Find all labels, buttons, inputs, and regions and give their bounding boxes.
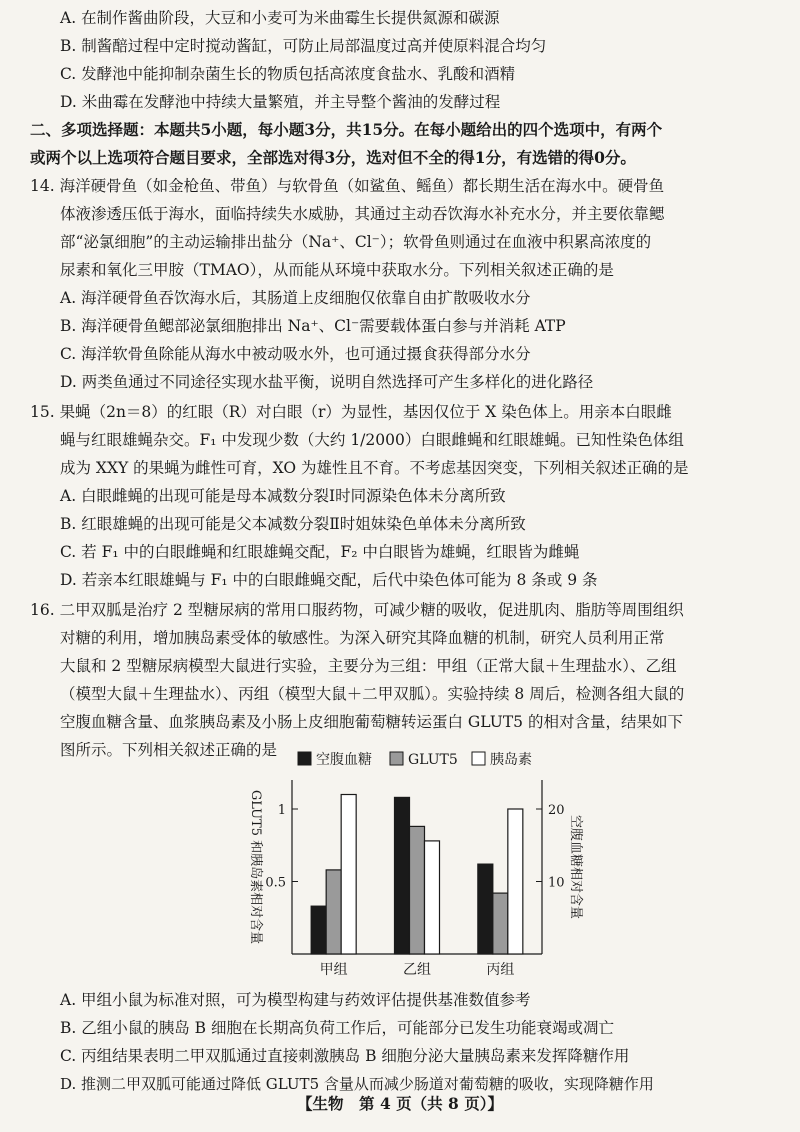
bar-2-2 xyxy=(508,809,523,954)
legend-swatch-2 xyxy=(472,752,485,765)
q14-stem-2: 体液渗透压低于海水，面临持续失水威胁，其通过主动吞饮海水补充水分，并主要依靠鳃 xyxy=(60,205,665,223)
q15-stem-2: 蝇与红眼雄蝇杂交。F₁ 中发现少数（大约 1/2000）白眼雌蝇和红眼雄蝇。已知性染色体组 xyxy=(60,431,684,449)
q13-option-d: D. 米曲霉在发酵池中持续大量繁殖，并主导整个酱油的发酵过程 xyxy=(60,93,501,111)
section-header-line1: 二、多项选择题：本题共5小题，每小题3分，共15分。在每小题给出的四个选项中，有两个 xyxy=(30,120,663,139)
x-tick-label-1: 乙组 xyxy=(403,962,431,978)
left-tick-label-1: 1 xyxy=(277,803,286,818)
q15-stem-3: 成为 XXY 的果蝇为雌性可育，XO 为雄性且不育。不考虑基因突变，下列相关叙述正确的是 xyxy=(60,459,689,477)
q14-option-b: B. 海洋硬骨鱼鳃部泌氯细胞排出 Na⁺、Cl⁻需要载体蛋白参与并消耗 ATP xyxy=(60,317,566,335)
q14-option-a: A. 海洋硬骨鱼吞饮海水后，其肠道上皮细胞仅依靠自由扩散吸收水分 xyxy=(60,289,531,307)
right-tick-label-0: 10 xyxy=(548,875,565,891)
bar-1-2 xyxy=(425,841,440,954)
q15-option-d: D. 若亲本红眼雄蝇与 F₁ 中的白眼雌蝇交配，后代中染色体可能为 8 条或 9 条 xyxy=(60,571,598,589)
q15-option-b: B. 红眼雄蝇的出现可能是父本减数分裂Ⅱ时姐妹染色单体未分离所致 xyxy=(60,515,526,533)
bar-0-2 xyxy=(341,795,356,955)
q15-stem-1: 15. 果蝇（2n＝8）的红眼（R）对白眼（r）为显性，基因仅位于 X 染色体上。用亲本白眼雌 xyxy=(30,403,672,421)
q14-stem-3: 部“泌氯细胞”的主动运输排出盐分（Na⁺、Cl⁻）；软骨鱼则通过在血液中积累高浓度的 xyxy=(60,233,652,251)
q15-option-a: A. 白眼雌蝇的出现可能是母本减数分裂Ⅰ时同源染色体未分离所致 xyxy=(60,487,506,505)
q14-option-d: D. 两类鱼通过不同途径实现水盐平衡，说明自然选择可产生多样化的进化路径 xyxy=(60,373,594,391)
q14-stem-4: 尿素和氧化三甲胺（TMAO），从而能从环境中获取水分。下列相关叙述正确的是 xyxy=(60,261,614,279)
q16-stem-3: 大鼠和 2 型糖尿病模型大鼠进行实验，主要分为三组：甲组（正常大鼠＋生理盐水）、乙组 xyxy=(60,657,677,675)
chart-legend xyxy=(298,751,532,768)
page-footer: 【生物 第 4 页（共 8 页）】 xyxy=(297,1094,503,1113)
q16-stem-1: 16. 二甲双胍是治疗 2 型糖尿病的常用口服药物，可减少糖的吸收，促进肌肉、脂肪等周围组织 xyxy=(30,601,684,619)
q13-option-a: A. 在制作酱曲阶段，大豆和小麦可为米曲霉生长提供氮源和碳源 xyxy=(60,9,500,27)
right-tick-label-1: 20 xyxy=(548,803,565,818)
section-header-line2: 或两个以上选项符合题目要求，全部选对得3分，选对但不全的得1分，有选错的得0分。 xyxy=(30,148,636,167)
q16-stem-5: 空腹血糖含量、血浆胰岛素及小肠上皮细胞葡萄糖转运蛋白 GLUT5 的相对含量，结果如下 xyxy=(60,713,683,731)
bar-0-1 xyxy=(326,870,341,954)
bar-chart xyxy=(200,748,600,988)
bar-1-1 xyxy=(410,826,425,954)
q13-option-c: C. 发酵池中能抑制杂菌生长的物质包括高浓度食盐水、乳酸和酒精 xyxy=(60,65,516,83)
bar-2-1 xyxy=(493,893,508,954)
y-axis-right-label: 空腹血糖相对含量 xyxy=(568,814,583,920)
x-tick-label-0: 甲组 xyxy=(319,962,348,978)
legend-swatch-0 xyxy=(298,752,311,765)
q14-stem-1: 14. 海洋硬骨鱼（如金枪鱼、带鱼）与软骨鱼（如鲨鱼、鳐鱼）都长期生活在海水中。硬骨鱼 xyxy=(30,177,665,195)
left-tick-label-0: 0.5 xyxy=(265,875,286,891)
q13-option-b: B. 制酱醅过程中定时搅动酱缸，可防止局部温度过高并使原料混合均匀 xyxy=(60,37,547,55)
legend-label-0: 空腹血糖 xyxy=(316,752,372,768)
x-tick-label-2: 丙组 xyxy=(486,962,515,978)
bar-chart-svg xyxy=(200,748,600,988)
bar-0-0 xyxy=(311,906,326,954)
q16-option-d: D. 推测二甲双胍可能通过降低 GLUT5 含量从而减少肠道对葡萄糖的吸收，实现降糖作用 xyxy=(60,1075,654,1093)
bar-1-0 xyxy=(395,797,410,954)
legend-label-2: 胰岛素 xyxy=(490,752,532,768)
q15-option-c: C. 若 F₁ 中的白眼雌蝇和红眼雄蝇交配，F₂ 中白眼皆为雄蝇，红眼皆为雌蝇 xyxy=(60,543,580,561)
y-axis-left-label: GLUT5 和胰岛素相对含量 xyxy=(248,789,263,945)
q16-option-b: B. 乙组小鼠的胰岛 B 细胞在长期高负荷工作后，可能部分已发生功能衰竭或凋亡 xyxy=(60,1019,614,1037)
q16-stem-6: 图所示。下列相关叙述正确的是 xyxy=(60,741,278,759)
legend-label-1: GLUT5 xyxy=(408,752,458,768)
bar-2-0 xyxy=(478,864,493,954)
q14-option-c: C. 海洋软骨鱼除能从海水中被动吸水外，也可通过摄食获得部分水分 xyxy=(60,345,531,363)
q16-option-a: A. 甲组小鼠为标准对照，可为模型构建与药效评估提供基准数值参考 xyxy=(60,991,531,1009)
chart-bars xyxy=(311,795,523,955)
legend-swatch-1 xyxy=(390,752,403,765)
q16-stem-4: （模型大鼠＋生理盐水）、丙组（模型大鼠＋二甲双胍）。实验持续 8 周后，检测各组大鼠的 xyxy=(60,685,685,703)
q16-option-c: C. 丙组结果表明二甲双胍通过直接刺激胰岛 B 细胞分泌大量胰岛素来发挥降糖作用 xyxy=(60,1047,630,1065)
q16-stem-2: 对糖的利用，增加胰岛素受体的敏感性。为深入研究其降血糖的机制，研究人员利用正常 xyxy=(60,629,665,647)
